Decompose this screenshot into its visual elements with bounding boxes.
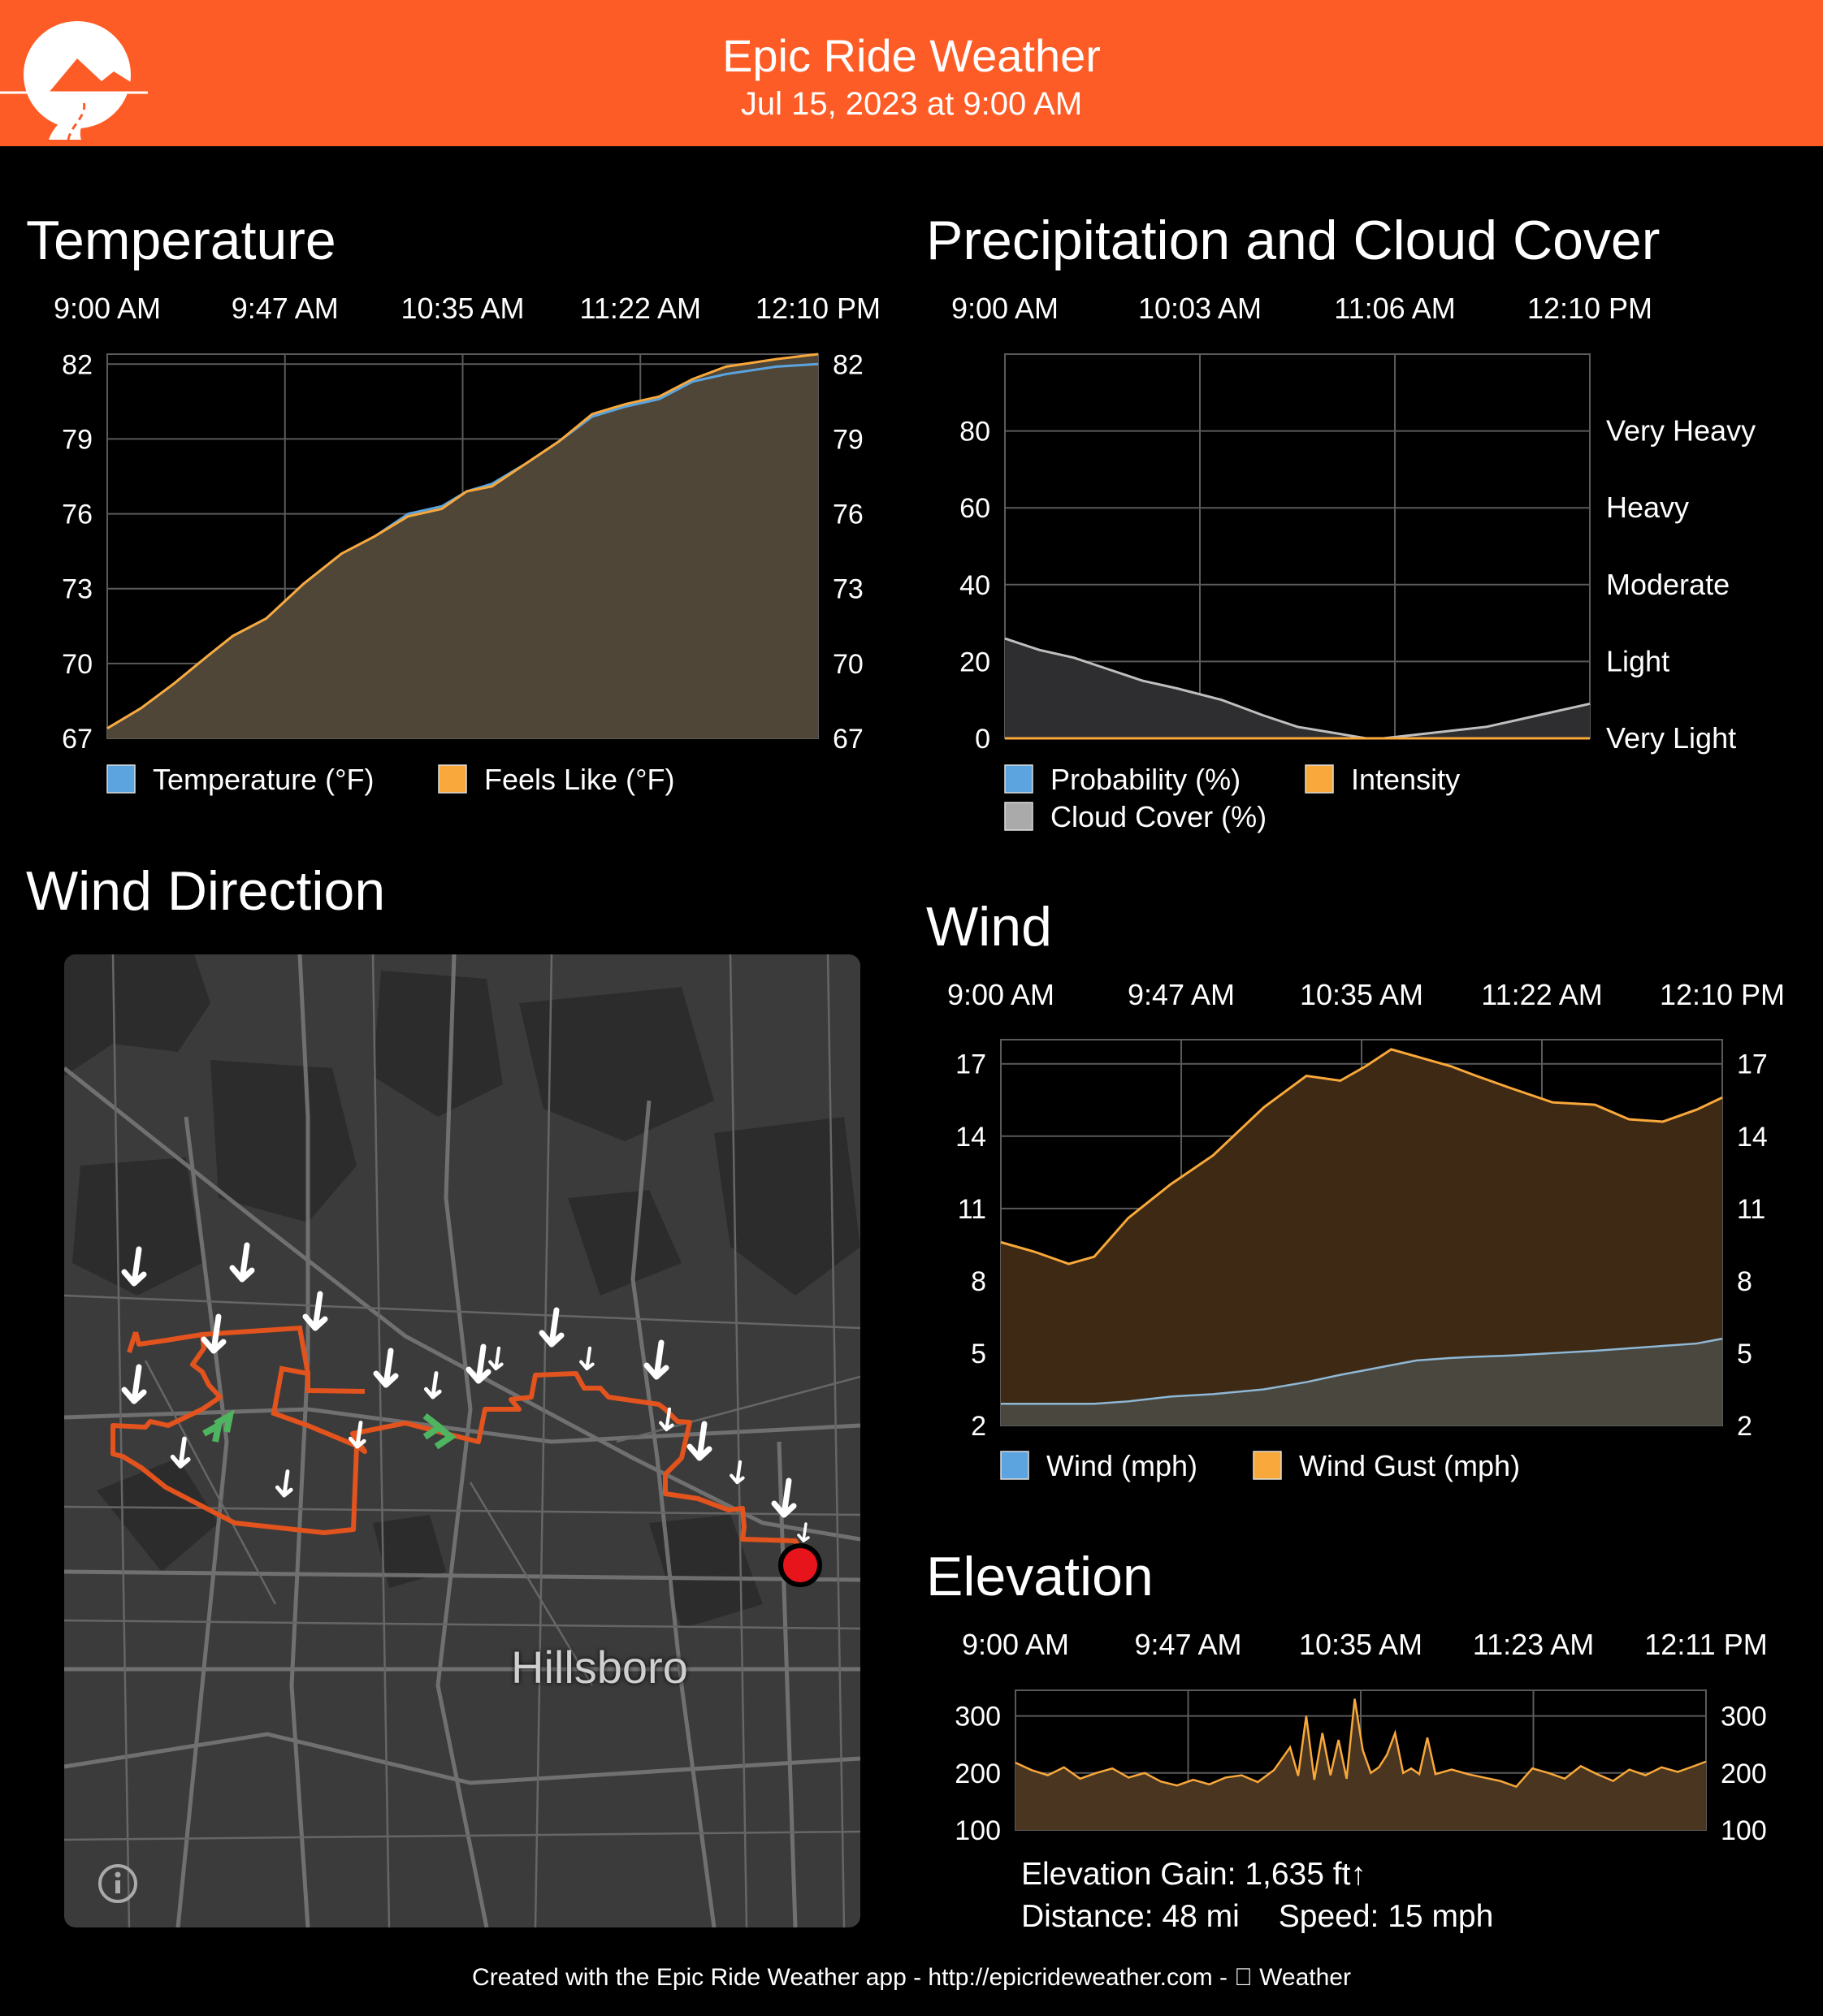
time-tick-label: 11:22 AM: [579, 292, 701, 325]
time-tick-label: 10:35 AM: [401, 292, 525, 325]
ride-distance: Distance: 48 mi: [1021, 1899, 1240, 1934]
info-icon[interactable]: [97, 1862, 139, 1905]
y-tick-label: 82: [62, 349, 93, 381]
footer-credits: Created with the Epic Ride Weather app - http://epicrideweather.com - Weather: [484, 1964, 1339, 1991]
temperature-chart: [0, 292, 902, 812]
time-tick-label: 11:23 AM: [1472, 1628, 1595, 1661]
y-tick-label: 79: [62, 424, 93, 456]
wind-direction-title: Wind Direction: [26, 860, 386, 922]
time-tick-label: 9:00 AM: [53, 292, 162, 325]
legend-swatch: [1306, 765, 1333, 793]
wind-arrow-icon: [469, 1347, 488, 1381]
y-tick-label: 200: [955, 1758, 1001, 1789]
legend-label: Wind Gust (mph): [1299, 1449, 1521, 1482]
intensity-label: Light: [1606, 644, 1670, 678]
legend-swatch: [107, 765, 135, 793]
y-tick-label-right: 8: [1737, 1265, 1752, 1297]
map-canvas: [64, 954, 860, 1927]
y-tick-label: 67: [62, 724, 93, 755]
intensity-label: Heavy: [1606, 491, 1690, 525]
wind-arrow-icon: [232, 1245, 252, 1279]
y-tick-label: 70: [62, 648, 93, 680]
elevation-chart: [902, 1629, 1823, 1848]
elevation-gain: Elevation Gain: 1,635 ft↑: [1021, 1857, 1366, 1892]
wind-arrow-icon: [426, 1374, 440, 1397]
intensity-label: Very Heavy: [1606, 413, 1756, 448]
y-tick-label-right: 2: [1737, 1411, 1752, 1442]
y-tick-label-right: 11: [1737, 1193, 1766, 1225]
wind-chart: [902, 979, 1823, 1499]
app-header: [0, 0, 1823, 146]
y-tick-label: 17: [955, 1049, 986, 1080]
time-tick-label: 9:47 AM: [1134, 1628, 1242, 1661]
wind-arrow-icon: [124, 1367, 144, 1401]
ride-speed: Speed: 15 mph: [1278, 1899, 1494, 1934]
wind-arrow-icon: [490, 1348, 501, 1369]
temperature-title: Temperature: [26, 210, 336, 271]
legend-swatch: [439, 765, 466, 793]
wind-direction-map[interactable]: [64, 954, 860, 1927]
time-tick-label: 12:10 PM: [755, 292, 881, 325]
time-tick-label: 12:11 PM: [1644, 1628, 1768, 1661]
legend-label: Cloud Cover (%): [1050, 800, 1267, 833]
time-tick-label: 10:35 AM: [1298, 1628, 1423, 1661]
y-tick-label: 11: [957, 1193, 986, 1225]
start-marker[interactable]: [781, 1546, 820, 1585]
legend-swatch: [1001, 1451, 1028, 1479]
precipitation-title: Precipitation and Cloud Cover: [926, 210, 1661, 271]
y-tick-label-right: 82: [833, 349, 864, 381]
y-tick-label-right: 76: [833, 499, 864, 530]
y-tick-label: 60: [959, 493, 990, 525]
y-tick-label-right: 67: [833, 724, 864, 755]
wind-title: Wind: [926, 896, 1052, 958]
wind-arrow-icon: [277, 1472, 291, 1495]
time-tick-label: 12:10 PM: [1526, 292, 1653, 325]
time-tick-label: 10:35 AM: [1299, 978, 1424, 1011]
y-tick-label: 8: [971, 1265, 986, 1297]
wind-arrow-icon: [581, 1348, 592, 1369]
wind-arrow-icon: [647, 1343, 666, 1377]
time-tick-label: 9:00 AM: [946, 978, 1055, 1011]
y-tick-label-right: 100: [1721, 1815, 1767, 1846]
y-tick-label: 20: [959, 647, 990, 678]
legend-label: Feels Like (°F): [484, 763, 675, 796]
wind-arrow-icon: [690, 1424, 709, 1458]
intensity-label: Very Light: [1606, 721, 1737, 755]
y-tick-label-right: 70: [833, 648, 864, 680]
legend-swatch: [1254, 1451, 1281, 1479]
y-tick-label-right: 200: [1721, 1758, 1767, 1789]
legend-swatch: [1005, 765, 1033, 793]
time-tick-label: 12:10 PM: [1659, 978, 1786, 1011]
time-tick-label: 10:03 AM: [1137, 292, 1262, 325]
y-tick-label: 80: [959, 416, 990, 448]
route-direction-chevron: [204, 1425, 219, 1442]
y-tick-label: 40: [959, 569, 990, 601]
y-tick-label-right: 73: [833, 573, 864, 605]
y-tick-label: 100: [955, 1815, 1001, 1846]
time-tick-label: 9:47 AM: [231, 292, 339, 325]
legend-swatch: [1005, 803, 1033, 830]
wind-arrow-icon: [731, 1462, 743, 1482]
time-tick-label: 11:22 AM: [1481, 978, 1603, 1011]
y-tick-label: 0: [975, 724, 990, 755]
y-tick-label: 76: [62, 499, 93, 530]
wind-arrow-icon: [774, 1481, 794, 1515]
ride-stats: [1021, 1854, 1493, 1938]
app-title: Epic Ride Weather: [722, 30, 1101, 81]
legend-label: Probability (%): [1050, 763, 1241, 796]
time-tick-label: 9:00 AM: [961, 1628, 1070, 1661]
y-tick-label-right: 17: [1737, 1049, 1768, 1080]
y-tick-label: 14: [955, 1121, 986, 1153]
ride-datetime: Jul 15, 2023 at 9:00 AM: [740, 86, 1083, 122]
legend-label: Wind (mph): [1046, 1449, 1198, 1482]
y-tick-label: 2: [971, 1411, 986, 1442]
wind-arrow-icon: [173, 1438, 188, 1466]
time-tick-label: 9:47 AM: [1127, 978, 1236, 1011]
y-tick-label-right: 79: [833, 424, 864, 456]
elevation-title: Elevation: [926, 1546, 1154, 1607]
y-tick-label-right: 14: [1737, 1121, 1768, 1153]
y-tick-label: 73: [62, 573, 93, 605]
intensity-label: Moderate: [1606, 567, 1730, 601]
y-tick-label: 300: [955, 1701, 1001, 1733]
precipitation-chart: [902, 292, 1823, 845]
legend-label: Intensity: [1351, 763, 1461, 796]
legend-label: Temperature (°F): [153, 763, 375, 796]
time-tick-label: 11:06 AM: [1334, 292, 1456, 325]
y-tick-label: 5: [971, 1338, 986, 1369]
y-tick-label-right: 5: [1737, 1338, 1752, 1369]
time-tick-label: 9:00 AM: [950, 292, 1059, 325]
map-city-label: Hillsboro: [511, 1642, 688, 1693]
y-tick-label-right: 300: [1721, 1701, 1767, 1733]
